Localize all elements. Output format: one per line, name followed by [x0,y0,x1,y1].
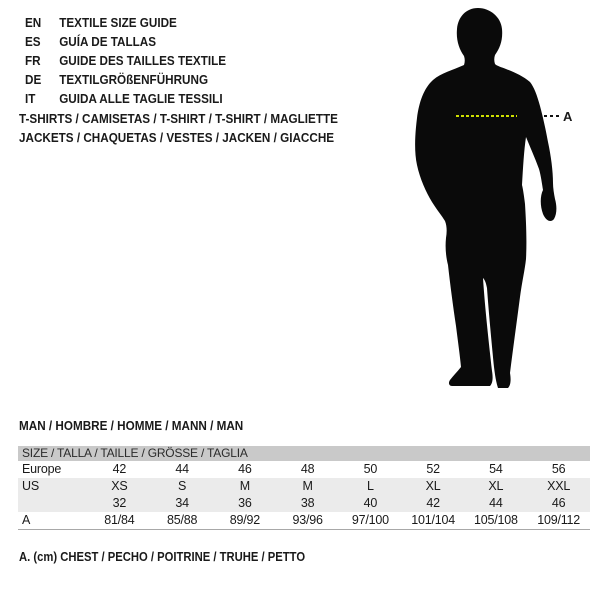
table-row-us-numeric [18,495,590,512]
size-value: S [178,479,187,493]
size-value: 34 [175,496,189,510]
size-value: XS [111,479,128,493]
table-row-europe [18,461,590,478]
category-jackets: JACKETS / CHAQUETAS / VESTES / JACKEN / GIACCHE [19,130,335,145]
size-value: M [302,479,313,493]
measure-leader-dashes-icon [544,115,560,117]
size-table [18,446,590,530]
row-label: Europe [22,462,62,476]
size-value: 81/84 [104,513,135,527]
table-row-us-letter [18,478,590,495]
row-label: A [22,513,31,527]
language-title: GUÍA DE TALLAS [59,34,157,49]
man-silhouette-svg [410,5,580,397]
measurement-footnote: A. (cm) CHEST / PECHO / POITRINE / TRUHE / PETTO [19,550,306,564]
size-table-header: SIZE / TALLA / TAILLE / GRÖSSE / TAGLIA [18,446,590,461]
language-code: FR [25,53,41,68]
size-value: 44 [489,496,503,510]
language-title: GUIDA ALLE TAGLIE TESSILI [59,91,223,106]
language-title: GUIDE DES TAILLES TEXTILE [59,53,227,68]
category-tshirts: T-SHIRTS / CAMISETAS / T-SHIRT / T-SHIRT / MAGLIETTE [19,111,338,126]
size-value: 52 [426,462,440,476]
chest-measure-line-icon [456,115,517,117]
size-value: XL [488,479,504,493]
language-title: TEXTILE SIZE GUIDE [59,15,177,30]
language-row-it [25,89,226,108]
size-value: 93/96 [292,513,323,527]
row-label [18,495,88,512]
size-value: 46 [551,496,566,510]
language-title-list [25,13,226,108]
size-value: 32 [112,496,127,510]
man-silhouette-path [415,8,556,388]
garment-categories [19,109,338,147]
size-value: 54 [489,462,503,476]
size-value: 46 [238,462,252,476]
size-value: 50 [363,462,378,476]
size-value: 40 [363,496,378,510]
size-value: L [366,479,374,493]
size-value: 42 [426,496,440,510]
language-row-es [25,32,226,51]
size-value: 38 [300,496,315,510]
man-silhouette [410,5,580,397]
row-label: US [22,479,39,493]
language-row-en [25,13,226,32]
size-value: 36 [238,496,252,510]
table-row-chest-cm [18,512,590,529]
language-title: TEXTILGRÖßENFÜHRUNG [59,72,209,87]
size-value: XL [425,479,441,493]
size-value: 109/112 [537,513,581,527]
size-value: 56 [551,462,566,476]
section-title-man: MAN / HOMBRE / HOMME / MANN / MAN [19,418,244,433]
language-row-fr [25,51,226,70]
size-value: 85/88 [166,513,198,527]
size-value: 105/108 [473,513,518,527]
language-row-de [25,70,226,89]
measure-label-a: A [563,109,573,124]
size-value: 89/92 [229,513,261,527]
size-value: 42 [112,462,127,476]
size-value: M [239,479,250,493]
language-code: ES [25,34,41,49]
size-value: 97/100 [351,513,389,527]
size-value: 101/104 [411,513,456,527]
size-value: XXL [547,479,571,493]
size-value: 48 [300,462,315,476]
language-code: DE [25,72,42,87]
size-value: 44 [175,462,189,476]
language-code: IT [25,91,36,106]
language-code: EN [25,15,42,30]
